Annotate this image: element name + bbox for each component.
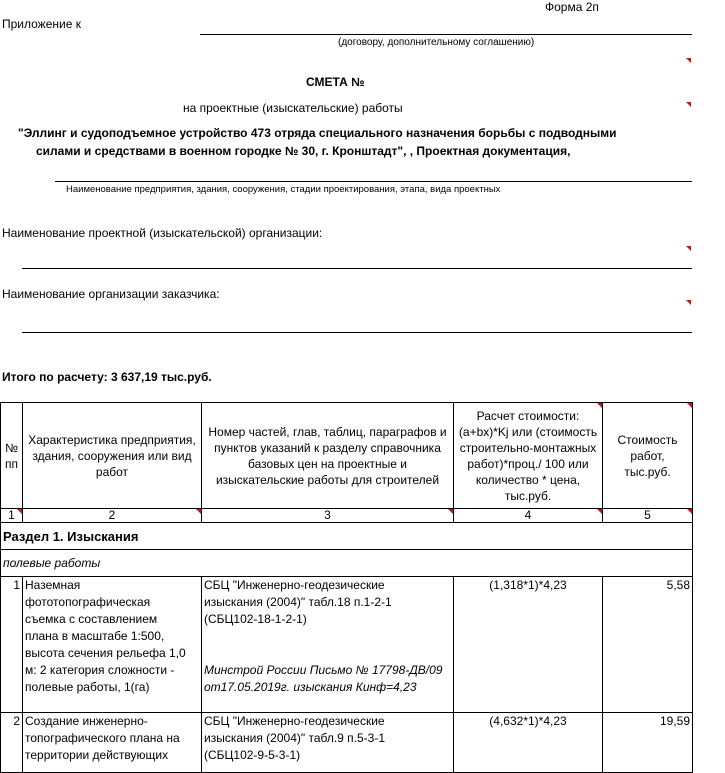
row-number: 2 — [1, 713, 23, 773]
header-calculation: Расчет стоимости: (a+bx)*Kj или (стоимость строительно-монтажных работ)*проц./ 100 или количество * цена, тыс.руб. — [454, 403, 603, 509]
customer-org-line — [22, 332, 692, 333]
section-title: Раздел 1. Изыскания — [1, 523, 693, 550]
estimate-title: СМЕТА № — [306, 75, 365, 89]
row-cost: 19,59 — [603, 713, 693, 773]
subsection-row — [1, 550, 693, 577]
header-no: № пп — [1, 403, 23, 509]
table-row — [1, 577, 693, 713]
row-calculation: (4,632*1)*4,23 — [454, 713, 603, 773]
contract-line — [200, 34, 692, 35]
object-line — [55, 181, 692, 182]
customer-org-label: Наименование организации заказчика: — [2, 287, 220, 301]
col-number: 3 — [202, 509, 454, 523]
estimate-table — [0, 402, 693, 773]
table-header-row — [1, 403, 693, 509]
row-characteristic: Наземная фототопографическая съемка с составлением плана в масштабе 1:500, высота сечения рельефа 1,0 м: 2 категория сложности - полевые работы, 1(га) — [23, 577, 202, 713]
appendix-label: Приложение к — [2, 17, 81, 31]
header-reference: Номер частей, глав, таблиц, параграфов и пунктов указаний к разделу справочника базовых цен на проектные и изыскательские работы для строителей — [202, 403, 454, 509]
contract-caption: (договору, дополнительному соглашению) — [338, 37, 535, 48]
total-amount: Итого по расчету: 3 637,19 тыс.руб. — [2, 370, 212, 384]
estimate-subtitle: на проектные (изыскательские) работы — [183, 101, 403, 115]
row-note: Минстрой России Письмо № 17798-ДВ/09 — [204, 663, 443, 677]
col-number: 5 — [603, 509, 693, 523]
header-characteristic: Характеристика предприятия, здания, сооружения или вид работ — [23, 403, 202, 509]
comment-marker — [686, 102, 691, 107]
object-name-line2: силами и средствами в военном городке № 30, г. Кронштадт", , Проектная документация, — [36, 144, 571, 158]
column-numbers-row — [1, 509, 693, 523]
header-cost: Стоимость работ, тыс.руб. — [603, 403, 693, 509]
row-cost: 5,58 — [603, 577, 693, 713]
row-characteristic: Создание инженерно- топографического плана на территории действующих — [23, 713, 202, 773]
row-number: 1 — [1, 577, 23, 713]
design-org-label: Наименование проектной (изыскательской) организации: — [2, 226, 323, 240]
design-org-line — [22, 268, 692, 269]
col-number: 2 — [23, 509, 202, 523]
section-row — [1, 523, 693, 550]
table-row — [1, 713, 693, 773]
row-note: от17.05.2019г. изыскания Кинф=4,23 — [204, 680, 417, 694]
row-reference: СБЦ "Инженерно-геодезические изыскания (2004)" табл.18 п.1-2-1 (СБЦ102-18-1-2-1) Минстрой России Письмо № 17798-ДВ/09 от17.05.2019г. изыскания Кинф=4,23 — [202, 577, 454, 713]
object-name-line1: "Эллинг и судоподъемное устройство 473 отряда специального назначения борьбы с подводными — [18, 126, 617, 140]
col-number: 4 — [454, 509, 603, 523]
row-calculation: (1,318*1)*4,23 — [454, 577, 603, 713]
col-number: 1 — [1, 509, 23, 523]
form-number: Форма 2п — [545, 0, 599, 14]
comment-marker — [686, 246, 691, 251]
subsection-title: полевые работы — [1, 550, 693, 577]
row-reference: СБЦ "Инженерно-геодезические изыскания (2004)" табл.9 п.5-3-1 (СБЦ102-9-5-3-1) — [202, 713, 454, 773]
comment-marker — [686, 58, 691, 63]
object-caption: Наименование предприятия, здания, сооружения, стадии проектирования, этапа, вида проектных — [66, 184, 501, 195]
comment-marker — [686, 300, 691, 305]
